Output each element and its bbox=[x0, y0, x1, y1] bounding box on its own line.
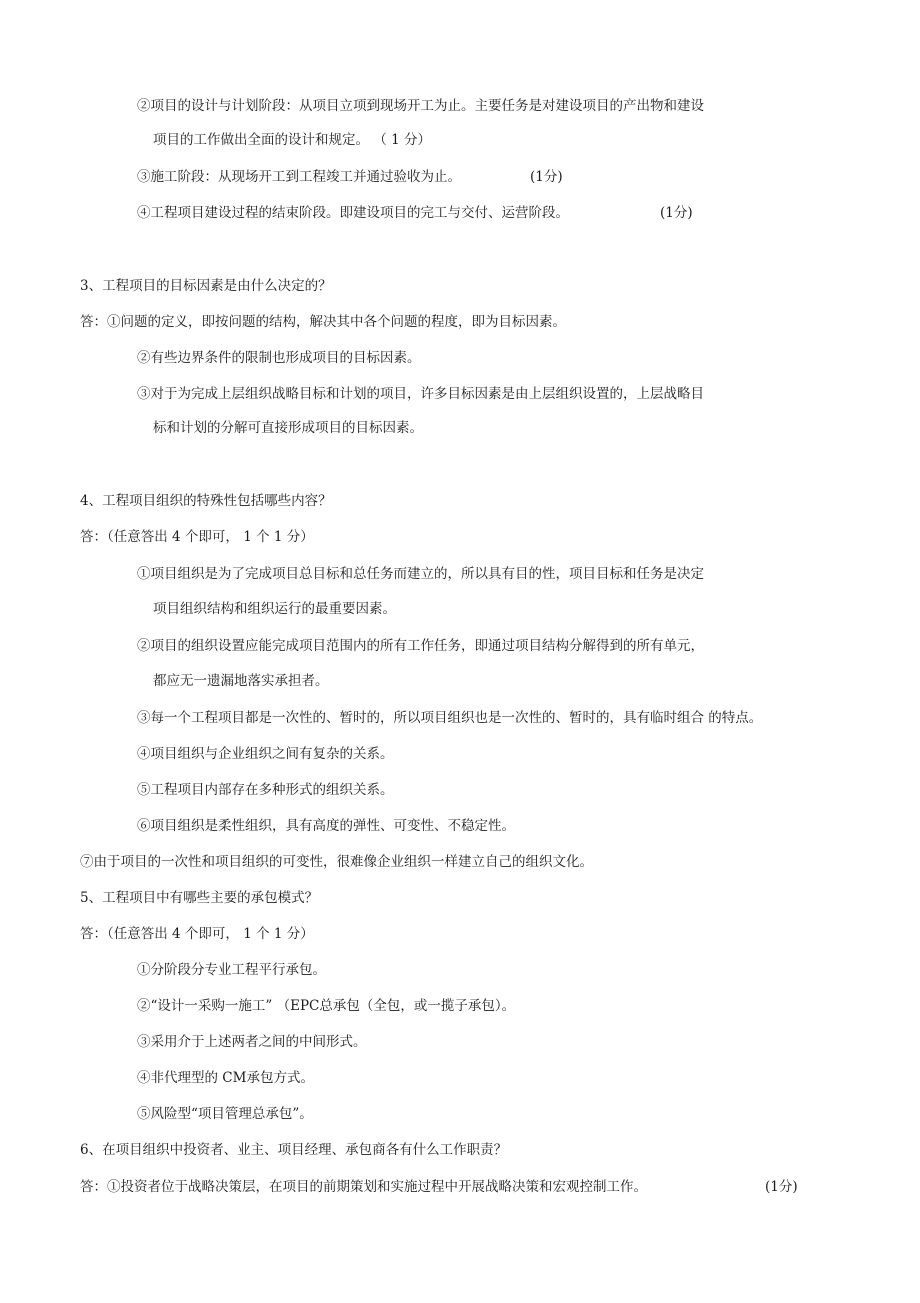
score-label: (1分) bbox=[530, 169, 563, 185]
text-line: ④工程项目建设过程的结束阶段。即建设项目的完工与交付、运营阶段。 bbox=[137, 205, 569, 221]
score-label: (1分) bbox=[660, 205, 693, 221]
text-line: 项目组织结构和组织运行的最重要因素。 bbox=[153, 601, 396, 617]
question-heading: 4、工程项目组织的特殊性包括哪些内容？ bbox=[80, 493, 332, 509]
text-line: ③施工阶段：从现场开工到工程竣工并通过验收为止。 bbox=[137, 169, 461, 185]
text-line: ③每一个工程项目都是一次性的、暂时的，所以项目组织也是一次性的、暂时的，具有临时组合 的特点。 bbox=[137, 710, 763, 726]
text-line: ④项目组织与企业组织之间有复杂的关系。 bbox=[137, 746, 394, 762]
text-line: ⑦由于项目的一次性和项目组织的可变性，很难像企业组织一样建立自己的组织文化。 bbox=[80, 854, 593, 870]
text-line: 答：（任意答出 4 个即可， 1 个 1 分） bbox=[80, 529, 314, 545]
text-line: ⑤风险型“项目管理总承包”。 bbox=[137, 1106, 313, 1122]
text-line: ①项目组织是为了完成项目总目标和总任务而建立的，所以具有目的性，项目目标和任务是决定 bbox=[137, 566, 704, 582]
text-line: 答：（任意答出 4 个即可， 1 个 1 分） bbox=[80, 926, 314, 942]
text-line: ⑥项目组织是柔性组织，具有高度的弹性、可变性、不稳定性。 bbox=[137, 818, 515, 834]
text-line: ②有些边界条件的限制也形成项目的目标因素。 bbox=[137, 350, 421, 366]
question-heading: 5、工程项目中有哪些主要的承包模式？ bbox=[80, 890, 319, 906]
text-line: 标和计划的分解可直接形成项目的目标因素。 bbox=[153, 420, 423, 436]
text-line: ②项目的设计与计划阶段：从项目立项到现场开工为止。主要任务是对建设项目的产出物和建设 bbox=[137, 98, 704, 114]
text-line: 答：①问题的定义，即按问题的结构，解决其中各个问题的程度，即为目标因素。 bbox=[80, 314, 566, 330]
text-line: 答：①投资者位于战略决策层，在项目的前期策划和实施过程中开展战略决策和宏观控制工作。 bbox=[80, 1179, 647, 1195]
text-line: ⑤工程项目内部存在多种形式的组织关系。 bbox=[137, 782, 394, 798]
text-line: ②项目的组织设置应能完成项目范围内的所有工作任务，即通过项目结构分解得到的所有单元， bbox=[137, 638, 704, 654]
text-line: 都应无一遗漏地落实承担者。 bbox=[153, 673, 329, 689]
text-line: ③对于为完成上层组织战略目标和计划的项目，许多目标因素是由上层组织设置的，上层战略目 bbox=[137, 386, 704, 402]
score-label: (1分) bbox=[765, 1179, 798, 1195]
question-heading: 3、工程项目的目标因素是由什么决定的？ bbox=[80, 278, 332, 294]
text-line: 项目的工作做出全面的设计和规定。 （ 1 分） bbox=[153, 132, 431, 148]
text-line: ③采用介于上述两者之间的中间形式。 bbox=[137, 1034, 367, 1050]
text-line: ①分阶段分专业工程平行承包。 bbox=[137, 962, 326, 978]
question-heading: 6、在项目组织中投资者、业主、项目经理、承包商各有什么工作职责？ bbox=[80, 1142, 508, 1158]
text-line: ④非代理型的 CM承包方式。 bbox=[137, 1070, 314, 1086]
text-line: ②“设计一采购一施工” （EPC总承包（全包，或一揽子承包）。 bbox=[137, 998, 516, 1014]
